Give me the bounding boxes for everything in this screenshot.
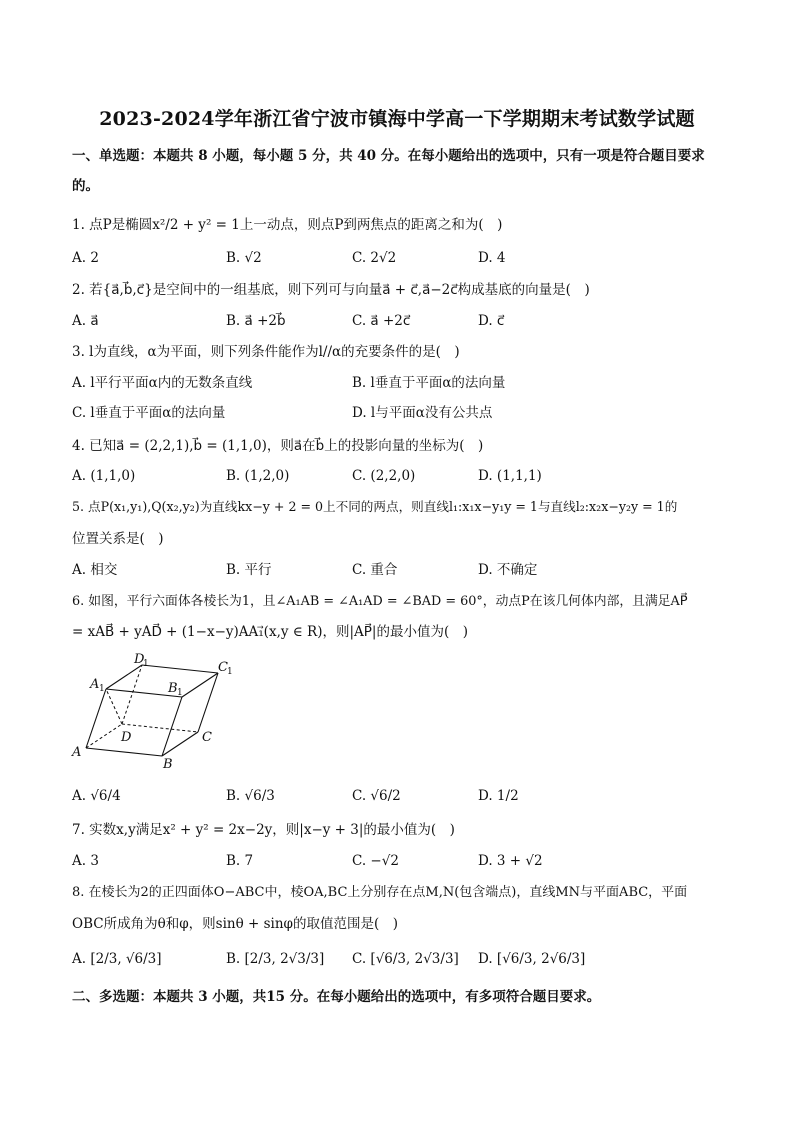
q3-stem: 3. l为直线，α为平面，则下列条件能作为l//α的充要条件的是( ) [72,344,460,360]
q5-option-d: D. 不确定 [478,562,538,578]
label-a: A [72,745,82,760]
q5-option-b: B. 平行 [226,562,272,578]
edge-dd1-hidden [122,665,142,724]
q4-option-c: C. (2,2,0) [352,468,416,484]
q3-option-b: B. l垂直于平面α的法向量 [352,375,506,391]
q5-stem: 5. 点P(x₁,y₁),Q(x₂,y₂)为直线kx−y + 2 = 0上不同的两点，则直线l₁:x₁x−y₁y = 1与直线l₂:x₂x−y₂y = 1的 [72,499,678,514]
label-d1: D [134,652,145,667]
parallelepiped-figure [70,652,240,768]
q6-option-a: A. √6/4 [72,788,121,804]
edge-c1d1 [142,665,218,673]
label-c1-sub: 1 [227,667,233,677]
q4-option-a: A. (1,1,0) [72,468,136,484]
q7-stem: 7. 实数x,y满足x² + y² = 2x−2y，则|x−y + 3|的最小值为( ) [72,822,455,838]
q8-option-a: A. [2/3, √6/3] [72,951,162,967]
q6-option-c: C. √6/2 [352,788,401,804]
label-a1: A [90,677,100,692]
q1-option-a: A. 2 [72,250,99,266]
q7-option-d: D. 3 + √2 [478,853,543,869]
edge-aa1 [86,689,106,748]
q7-option-a: A. 3 [72,853,99,869]
label-d1-sub: 1 [143,659,149,669]
q4-stem: 4. 已知a⃗ = (2,2,1),b⃗ = (1,1,0)，则a⃗在b⃗上的投影向量的坐标为( ) [72,438,484,454]
q8-stem: 8. 在棱长为2的正四面体O−ABC中，棱OA,BC上分别存在点M,N(包含端点)，直线MN与平面ABC，平面 [72,885,688,900]
edge-ab [86,748,162,756]
q2-option-a: A. a⃗ [72,313,99,329]
q2-option-b: B. a⃗ +2b⃗ [226,313,286,329]
q6-option-b: B. √6/3 [226,788,275,804]
edge-cc1 [198,673,218,732]
q8-option-c: C. [√6/3, 2√3/3] [352,951,459,967]
q8-option-b: B. [2/3, 2√3/3] [226,951,325,967]
q5-option-c: C. 重合 [352,562,398,578]
label-c1: C [218,660,228,675]
label-b1: B [168,681,178,696]
label-d: D [121,730,132,745]
q1-option-c: C. 2√2 [352,250,397,266]
q6-stem-cont: = xAB⃗ + yAD⃗ + (1−x−y)AA₁⃗(x,y ∈ R)，则|AP⃗|的最小值为( ) [72,624,469,640]
section1-heading-cont: 的。 [72,178,99,194]
q5-stem-cont: 位置关系是( ) [72,531,164,547]
q3-option-c: C. l垂直于平面α的法向量 [72,405,226,421]
edge-da1-hidden [106,689,122,724]
q8-stem-cont: OBC所成角为θ和φ，则sinθ + sinφ的取值范围是( ) [72,916,399,932]
q7-option-c: C. −√2 [352,853,399,869]
q3-option-a: A. l平行平面α内的无数条直线 [72,375,253,391]
q2-option-d: D. c⃗ [478,313,505,329]
label-b: B [163,757,173,768]
edge-d1a1 [106,665,142,689]
q1-option-b: B. √2 [226,250,262,266]
q2-stem: 2. 若{a⃗,b⃗,c⃗}是空间中的一组基底，则下列可与向量a⃗ + c⃗,a⃗−2c⃗构成基底的向量是( ) [72,282,590,298]
q7-option-b: B. 7 [226,853,254,869]
label-b1-sub: 1 [177,688,183,698]
edge-ad-hidden [86,724,122,748]
section2-heading: 二、多选题：本题共 3 小题，共15 分。在每小题给出的选项中，有多项符合题目要求。 [72,989,601,1005]
q2-option-c: C. a⃗ +2c⃗ [352,313,411,329]
edge-bb1 [162,697,182,756]
label-a1-sub: 1 [99,684,105,694]
q1-option-d: D. 4 [478,250,506,266]
q8-option-d: D. [√6/3, 2√6/3] [478,951,586,967]
q6-stem: 6. 如图，平行六面体各棱长为1，且∠A₁AB = ∠A₁AD = ∠BAD = 60°，动点P在该几何体内部，且满足AP⃗ [72,594,688,609]
q3-option-d: D. l与平面α没有公共点 [352,405,493,421]
edge-dc-hidden [122,724,198,732]
label-c: C [202,730,212,745]
section1-heading: 一、单选题：本题共 8 小题，每小题 5 分，共 40 分。在每小题给出的选项中，只有一项是符合题目要求 [72,148,705,164]
q4-option-b: B. (1,2,0) [226,468,290,484]
q5-option-a: A. 相交 [72,562,118,578]
exam-title: 2023-2024学年浙江省宁波市镇海中学高一下学期期末考试数学试题 [99,108,695,130]
q4-option-d: D. (1,1,1) [478,468,542,484]
q1-stem: 1. 点P是椭圆x²/2 + y² = 1上一动点，则点P到两焦点的距离之和为( ) [72,217,503,233]
edge-bc [162,732,198,756]
q6-option-d: D. 1/2 [478,788,519,804]
edge-b1c1 [182,673,218,697]
